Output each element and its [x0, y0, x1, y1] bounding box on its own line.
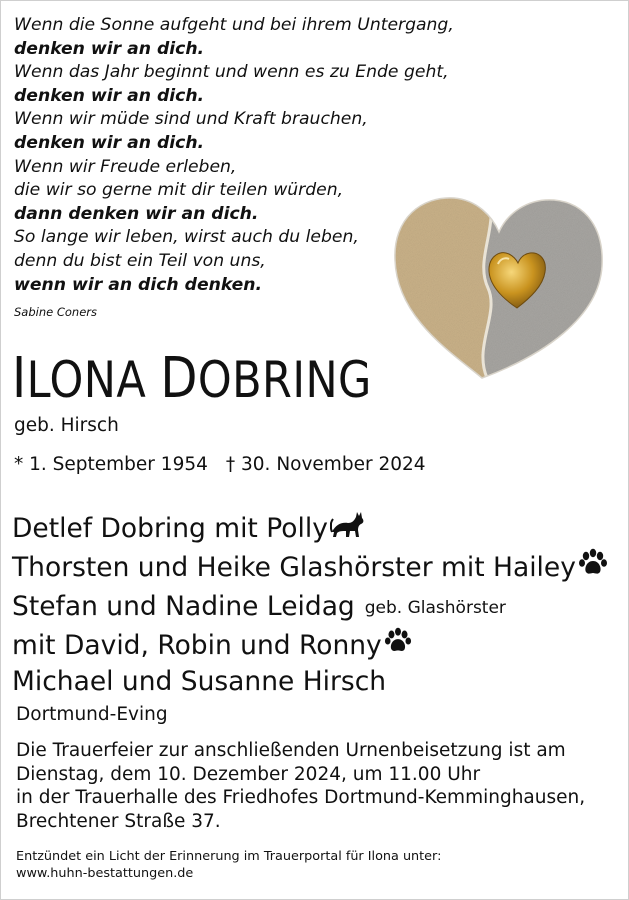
cat-icon — [330, 510, 366, 548]
poem-author: Sabine Coners — [14, 305, 98, 319]
family-member: Thorsten und Heike Glashörster mit Hailey — [12, 551, 576, 583]
death-date: † 30. November 2024 — [225, 454, 426, 475]
first-name-initial: I — [12, 346, 27, 411]
last-name-rest: OBRING — [197, 351, 372, 409]
birth-date: * 1. September 1954 — [14, 454, 208, 475]
poem-line: So lange wir leben, wirst auch du leben, — [14, 227, 359, 248]
family-row — [12, 664, 622, 700]
family-row — [12, 627, 622, 665]
poem-line: dann denken wir an dich. — [14, 203, 259, 224]
poem-line: Wenn das Jahr beginnt und wenn es zu Ende geht, — [14, 62, 449, 83]
family-member: Stefan und Nadine Leidag — [12, 591, 355, 622]
life-dates — [14, 454, 426, 475]
ceremony-line: in der Trauerhalle des Friedhofes Dortmund-Kemminghausen, — [16, 787, 586, 808]
ceremony-line: Die Trauerfeier zur anschließenden Urnenbeisetzung ist am — [16, 740, 566, 761]
poem-line: Wenn die Sonne aufgeht und bei ihrem Untergang, — [14, 15, 454, 35]
last-name-initial: D — [160, 346, 198, 411]
paw-icon — [578, 548, 608, 588]
poem-line: denken wir an dich. — [14, 38, 205, 59]
paw-icon — [384, 627, 412, 665]
portal-text: Entzündet ein Licht der Erinnerung im Trauerportal für Ilona unter: — [16, 849, 442, 864]
ceremony-line: Brechtener Straße 37. — [16, 810, 221, 832]
poem-line: Wenn wir müde sind und Kraft brauchen, — [14, 109, 368, 130]
portal-url: www.huhn-bestattungen.de — [16, 866, 194, 881]
family-row — [12, 587, 622, 627]
family-member-birth-name: geb. Glashörster — [364, 598, 506, 618]
ceremony-info — [16, 739, 616, 833]
family-list — [12, 510, 622, 700]
poem-line: die wir so gerne mit dir teilen würden, — [14, 180, 344, 201]
poem-line: denken wir an dich. — [14, 132, 205, 153]
poem-line: denken wir an dich. — [14, 85, 205, 106]
portal-info — [16, 848, 616, 882]
poem-line: denn du bist ein Teil von uns, — [14, 250, 266, 271]
family-member: Detlef Dobring mit Polly — [12, 513, 328, 544]
heart-image — [392, 188, 606, 380]
first-name-rest: LONA — [26, 351, 147, 409]
deceased-name — [12, 346, 372, 411]
birth-name: geb. Hirsch — [14, 415, 119, 436]
ceremony-line: Dienstag, dem 10. Dezember 2024, um 11.00 Uhr — [16, 763, 481, 785]
family-member: mit David, Robin und Ronny — [12, 629, 382, 661]
family-row — [12, 510, 622, 548]
poem-line: wenn wir an dich denken. — [14, 274, 263, 295]
poem-line: Wenn wir Freude erleben, — [14, 156, 237, 177]
family-row — [12, 548, 622, 588]
family-member: Michael und Susanne Hirsch — [12, 666, 387, 697]
residence: Dortmund-Eving — [16, 704, 168, 725]
